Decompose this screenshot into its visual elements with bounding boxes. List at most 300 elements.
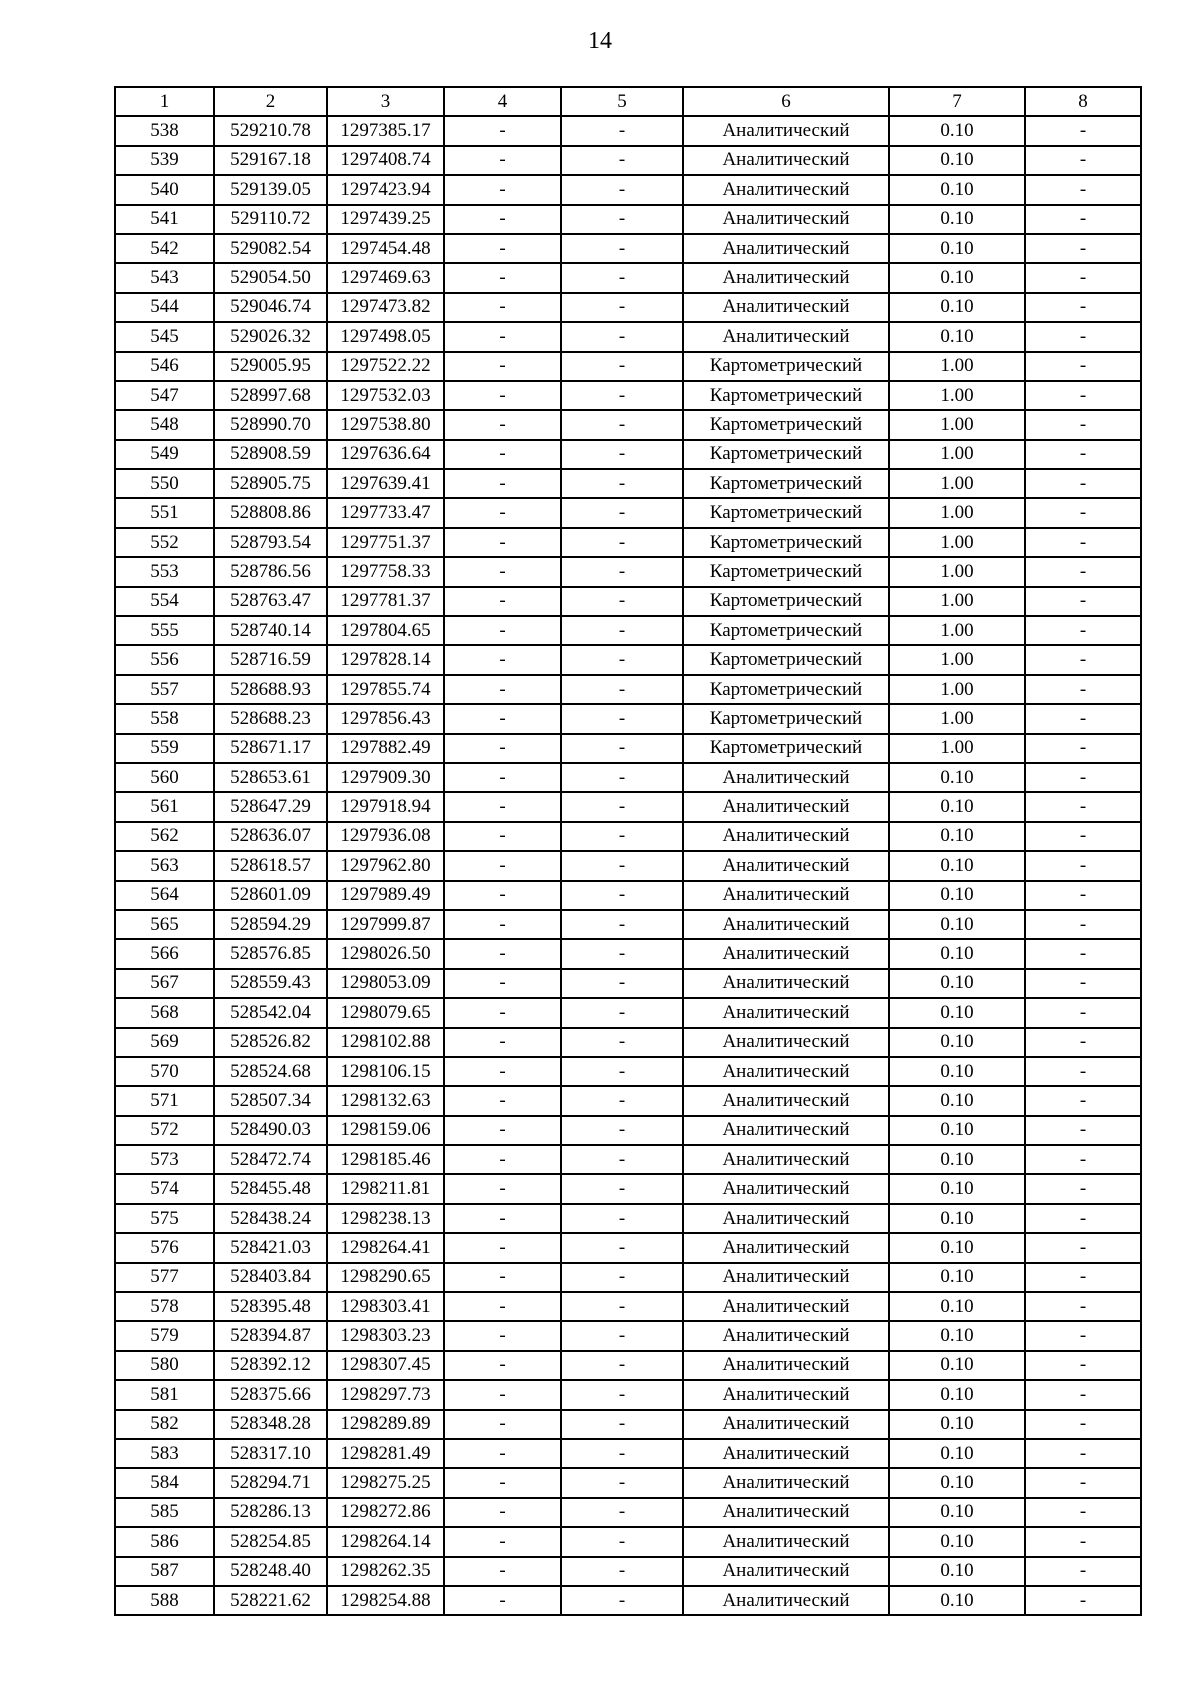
col5-cell: - (561, 205, 683, 234)
column-header: 2 (214, 87, 327, 116)
point-number-cell: 580 (115, 1351, 214, 1380)
col4-cell: - (444, 263, 561, 292)
point-number-cell: 538 (115, 116, 214, 145)
col4-cell: - (444, 1116, 561, 1145)
col5-cell: - (561, 322, 683, 351)
table-row (115, 116, 1141, 145)
col5-cell: - (561, 352, 683, 381)
method-cell: Картометрический (683, 587, 889, 616)
page-number: 14 (588, 28, 612, 54)
y-coordinate-cell: 1298281.49 (327, 1439, 444, 1468)
y-coordinate-cell: 1297781.37 (327, 587, 444, 616)
col5-cell: - (561, 1380, 683, 1409)
table-row (115, 1204, 1141, 1233)
table-body (115, 116, 1141, 1615)
col8-cell: - (1025, 616, 1141, 645)
x-coordinate-cell: 528618.57 (214, 851, 327, 880)
col4-cell: - (444, 851, 561, 880)
col8-cell: - (1025, 645, 1141, 674)
table-row (115, 998, 1141, 1027)
col8-cell: - (1025, 1292, 1141, 1321)
y-coordinate-cell: 1297473.82 (327, 293, 444, 322)
column-header: 3 (327, 87, 444, 116)
y-coordinate-cell: 1297855.74 (327, 675, 444, 704)
accuracy-cell: 1.00 (889, 410, 1025, 439)
col5-cell: - (561, 1468, 683, 1497)
table-row (115, 1174, 1141, 1203)
col5-cell: - (561, 1439, 683, 1468)
col8-cell: - (1025, 1233, 1141, 1262)
accuracy-cell: 0.10 (889, 1498, 1025, 1527)
col8-cell: - (1025, 1527, 1141, 1556)
y-coordinate-cell: 1297385.17 (327, 116, 444, 145)
col4-cell: - (444, 645, 561, 674)
x-coordinate-cell: 528997.68 (214, 381, 327, 410)
table-row (115, 881, 1141, 910)
col5-cell: - (561, 734, 683, 763)
point-number-cell: 571 (115, 1086, 214, 1115)
x-coordinate-cell: 528990.70 (214, 410, 327, 439)
table-row (115, 557, 1141, 586)
table-row (115, 352, 1141, 381)
table-row (115, 734, 1141, 763)
col8-cell: - (1025, 939, 1141, 968)
col5-cell: - (561, 1204, 683, 1233)
accuracy-cell: 0.10 (889, 969, 1025, 998)
x-coordinate-cell: 528688.23 (214, 704, 327, 733)
table-row (115, 1410, 1141, 1439)
accuracy-cell: 0.10 (889, 1204, 1025, 1233)
col5-cell: - (561, 969, 683, 998)
accuracy-cell: 0.10 (889, 1321, 1025, 1350)
y-coordinate-cell: 1298307.45 (327, 1351, 444, 1380)
x-coordinate-cell: 528808.86 (214, 498, 327, 527)
column-header: 7 (889, 87, 1025, 116)
col8-cell: - (1025, 1174, 1141, 1203)
table-row (115, 1527, 1141, 1556)
accuracy-cell: 1.00 (889, 734, 1025, 763)
accuracy-cell: 0.10 (889, 1116, 1025, 1145)
col4-cell: - (444, 910, 561, 939)
y-coordinate-cell: 1298297.73 (327, 1380, 444, 1409)
col8-cell: - (1025, 881, 1141, 910)
x-coordinate-cell: 528421.03 (214, 1233, 327, 1262)
method-cell: Картометрический (683, 675, 889, 704)
col5-cell: - (561, 645, 683, 674)
method-cell: Аналитический (683, 1498, 889, 1527)
table-row (115, 1557, 1141, 1586)
col8-cell: - (1025, 352, 1141, 381)
method-cell: Аналитический (683, 293, 889, 322)
table-row (115, 1116, 1141, 1145)
col5-cell: - (561, 910, 683, 939)
col8-cell: - (1025, 734, 1141, 763)
col4-cell: - (444, 116, 561, 145)
x-coordinate-cell: 528594.29 (214, 910, 327, 939)
y-coordinate-cell: 1297758.33 (327, 557, 444, 586)
point-number-cell: 573 (115, 1145, 214, 1174)
point-number-cell: 561 (115, 792, 214, 821)
table-row (115, 205, 1141, 234)
col5-cell: - (561, 939, 683, 968)
table-row (115, 792, 1141, 821)
accuracy-cell: 0.10 (889, 939, 1025, 968)
y-coordinate-cell: 1298303.41 (327, 1292, 444, 1321)
accuracy-cell: 1.00 (889, 352, 1025, 381)
col4-cell: - (444, 881, 561, 910)
col5-cell: - (561, 1057, 683, 1086)
y-coordinate-cell: 1297733.47 (327, 498, 444, 527)
col5-cell: - (561, 1527, 683, 1556)
method-cell: Аналитический (683, 1468, 889, 1497)
x-coordinate-cell: 529005.95 (214, 352, 327, 381)
y-coordinate-cell: 1297532.03 (327, 381, 444, 410)
x-coordinate-cell: 529139.05 (214, 175, 327, 204)
accuracy-cell: 0.10 (889, 1145, 1025, 1174)
y-coordinate-cell: 1298159.06 (327, 1116, 444, 1145)
col8-cell: - (1025, 469, 1141, 498)
col8-cell: - (1025, 1410, 1141, 1439)
x-coordinate-cell: 529110.72 (214, 205, 327, 234)
y-coordinate-cell: 1297639.41 (327, 469, 444, 498)
table-row (115, 322, 1141, 351)
method-cell: Картометрический (683, 410, 889, 439)
col8-cell: - (1025, 763, 1141, 792)
col8-cell: - (1025, 1263, 1141, 1292)
col4-cell: - (444, 410, 561, 439)
accuracy-cell: 0.10 (889, 1028, 1025, 1057)
method-cell: Аналитический (683, 881, 889, 910)
table-row (115, 587, 1141, 616)
col8-cell: - (1025, 528, 1141, 557)
col5-cell: - (561, 763, 683, 792)
x-coordinate-cell: 528542.04 (214, 998, 327, 1027)
method-cell: Аналитический (683, 1527, 889, 1556)
table-row (115, 1439, 1141, 1468)
point-number-cell: 549 (115, 440, 214, 469)
x-coordinate-cell: 528403.84 (214, 1263, 327, 1292)
table-row (115, 822, 1141, 851)
y-coordinate-cell: 1298102.88 (327, 1028, 444, 1057)
accuracy-cell: 0.10 (889, 910, 1025, 939)
x-coordinate-cell: 529054.50 (214, 263, 327, 292)
accuracy-cell: 1.00 (889, 557, 1025, 586)
col8-cell: - (1025, 998, 1141, 1027)
col4-cell: - (444, 1380, 561, 1409)
col8-cell: - (1025, 822, 1141, 851)
col5-cell: - (561, 469, 683, 498)
y-coordinate-cell: 1297522.22 (327, 352, 444, 381)
y-coordinate-cell: 1297408.74 (327, 146, 444, 175)
point-number-cell: 565 (115, 910, 214, 939)
table-row (115, 763, 1141, 792)
method-cell: Аналитический (683, 792, 889, 821)
method-cell: Картометрический (683, 498, 889, 527)
col8-cell: - (1025, 116, 1141, 145)
accuracy-cell: 0.10 (889, 1468, 1025, 1497)
y-coordinate-cell: 1297423.94 (327, 175, 444, 204)
table-row (115, 498, 1141, 527)
point-number-cell: 560 (115, 763, 214, 792)
x-coordinate-cell: 528716.59 (214, 645, 327, 674)
point-number-cell: 562 (115, 822, 214, 851)
y-coordinate-cell: 1298079.65 (327, 998, 444, 1027)
col4-cell: - (444, 1057, 561, 1086)
x-coordinate-cell: 528490.03 (214, 1116, 327, 1145)
accuracy-cell: 0.10 (889, 1086, 1025, 1115)
accuracy-cell: 1.00 (889, 528, 1025, 557)
x-coordinate-cell: 528763.47 (214, 587, 327, 616)
method-cell: Картометрический (683, 704, 889, 733)
col4-cell: - (444, 1292, 561, 1321)
y-coordinate-cell: 1297828.14 (327, 645, 444, 674)
col4-cell: - (444, 1527, 561, 1556)
method-cell: Аналитический (683, 998, 889, 1027)
col4-cell: - (444, 1086, 561, 1115)
accuracy-cell: 0.10 (889, 792, 1025, 821)
col8-cell: - (1025, 234, 1141, 263)
accuracy-cell: 0.10 (889, 1586, 1025, 1615)
col8-cell: - (1025, 1116, 1141, 1145)
col4-cell: - (444, 1557, 561, 1586)
y-coordinate-cell: 1298289.89 (327, 1410, 444, 1439)
col4-cell: - (444, 675, 561, 704)
y-coordinate-cell: 1298275.25 (327, 1468, 444, 1497)
x-coordinate-cell: 528653.61 (214, 763, 327, 792)
accuracy-cell: 0.10 (889, 1292, 1025, 1321)
accuracy-cell: 0.10 (889, 175, 1025, 204)
col4-cell: - (444, 146, 561, 175)
col4-cell: - (444, 939, 561, 968)
col8-cell: - (1025, 1557, 1141, 1586)
point-number-cell: 563 (115, 851, 214, 880)
col5-cell: - (561, 851, 683, 880)
x-coordinate-cell: 529082.54 (214, 234, 327, 263)
method-cell: Аналитический (683, 1116, 889, 1145)
accuracy-cell: 0.10 (889, 1233, 1025, 1262)
y-coordinate-cell: 1297882.49 (327, 734, 444, 763)
x-coordinate-cell: 528647.29 (214, 792, 327, 821)
point-number-cell: 569 (115, 1028, 214, 1057)
accuracy-cell: 0.10 (889, 1527, 1025, 1556)
method-cell: Картометрический (683, 528, 889, 557)
method-cell: Картометрический (683, 645, 889, 674)
accuracy-cell: 1.00 (889, 704, 1025, 733)
table-row (115, 1380, 1141, 1409)
method-cell: Аналитический (683, 969, 889, 998)
y-coordinate-cell: 1298254.88 (327, 1586, 444, 1615)
x-coordinate-cell: 528392.12 (214, 1351, 327, 1380)
point-number-cell: 555 (115, 616, 214, 645)
x-coordinate-cell: 528395.48 (214, 1292, 327, 1321)
table-row (115, 645, 1141, 674)
col4-cell: - (444, 528, 561, 557)
x-coordinate-cell: 528905.75 (214, 469, 327, 498)
col4-cell: - (444, 1410, 561, 1439)
col5-cell: - (561, 675, 683, 704)
y-coordinate-cell: 1298290.65 (327, 1263, 444, 1292)
accuracy-cell: 0.10 (889, 116, 1025, 145)
point-number-cell: 558 (115, 704, 214, 733)
x-coordinate-cell: 528908.59 (214, 440, 327, 469)
col5-cell: - (561, 557, 683, 586)
table-row (115, 293, 1141, 322)
point-number-cell: 587 (115, 1557, 214, 1586)
col8-cell: - (1025, 1439, 1141, 1468)
col5-cell: - (561, 528, 683, 557)
col8-cell: - (1025, 1028, 1141, 1057)
x-coordinate-cell: 528254.85 (214, 1527, 327, 1556)
col4-cell: - (444, 352, 561, 381)
x-coordinate-cell: 528524.68 (214, 1057, 327, 1086)
col4-cell: - (444, 498, 561, 527)
accuracy-cell: 1.00 (889, 675, 1025, 704)
accuracy-cell: 1.00 (889, 381, 1025, 410)
point-number-cell: 552 (115, 528, 214, 557)
col4-cell: - (444, 1174, 561, 1203)
method-cell: Картометрический (683, 381, 889, 410)
y-coordinate-cell: 1297636.64 (327, 440, 444, 469)
table-row (115, 1468, 1141, 1497)
col8-cell: - (1025, 1468, 1141, 1497)
col8-cell: - (1025, 587, 1141, 616)
method-cell: Аналитический (683, 1028, 889, 1057)
accuracy-cell: 0.10 (889, 263, 1025, 292)
accuracy-cell: 0.10 (889, 822, 1025, 851)
x-coordinate-cell: 528688.93 (214, 675, 327, 704)
method-cell: Аналитический (683, 1380, 889, 1409)
point-number-cell: 556 (115, 645, 214, 674)
y-coordinate-cell: 1298132.63 (327, 1086, 444, 1115)
y-coordinate-cell: 1297999.87 (327, 910, 444, 939)
col4-cell: - (444, 616, 561, 645)
col8-cell: - (1025, 1057, 1141, 1086)
point-number-cell: 585 (115, 1498, 214, 1527)
col8-cell: - (1025, 910, 1141, 939)
accuracy-cell: 0.10 (889, 146, 1025, 175)
col8-cell: - (1025, 146, 1141, 175)
x-coordinate-cell: 529046.74 (214, 293, 327, 322)
col5-cell: - (561, 1174, 683, 1203)
col8-cell: - (1025, 851, 1141, 880)
table-row (115, 910, 1141, 939)
method-cell: Аналитический (683, 1292, 889, 1321)
table-row (115, 234, 1141, 263)
col4-cell: - (444, 822, 561, 851)
col5-cell: - (561, 1292, 683, 1321)
accuracy-cell: 0.10 (889, 881, 1025, 910)
x-coordinate-cell: 528507.34 (214, 1086, 327, 1115)
y-coordinate-cell: 1298211.81 (327, 1174, 444, 1203)
y-coordinate-cell: 1298185.46 (327, 1145, 444, 1174)
col5-cell: - (561, 116, 683, 145)
col5-cell: - (561, 175, 683, 204)
table-row (115, 1351, 1141, 1380)
col5-cell: - (561, 1086, 683, 1115)
col8-cell: - (1025, 498, 1141, 527)
col8-cell: - (1025, 1351, 1141, 1380)
x-coordinate-cell: 528248.40 (214, 1557, 327, 1586)
col4-cell: - (444, 175, 561, 204)
method-cell: Аналитический (683, 1233, 889, 1262)
col4-cell: - (444, 469, 561, 498)
col5-cell: - (561, 1586, 683, 1615)
col5-cell: - (561, 1498, 683, 1527)
point-number-cell: 572 (115, 1116, 214, 1145)
x-coordinate-cell: 528438.24 (214, 1204, 327, 1233)
method-cell: Аналитический (683, 1351, 889, 1380)
col4-cell: - (444, 1468, 561, 1497)
point-number-cell: 586 (115, 1527, 214, 1556)
accuracy-cell: 0.10 (889, 1351, 1025, 1380)
col5-cell: - (561, 293, 683, 322)
accuracy-cell: 0.10 (889, 763, 1025, 792)
method-cell: Аналитический (683, 1057, 889, 1086)
col5-cell: - (561, 146, 683, 175)
table-row (115, 440, 1141, 469)
point-number-cell: 579 (115, 1321, 214, 1350)
table-row (115, 146, 1141, 175)
y-coordinate-cell: 1297538.80 (327, 410, 444, 439)
y-coordinate-cell: 1297469.63 (327, 263, 444, 292)
method-cell: Аналитический (683, 205, 889, 234)
col4-cell: - (444, 1321, 561, 1350)
accuracy-cell: 0.10 (889, 1174, 1025, 1203)
y-coordinate-cell: 1297498.05 (327, 322, 444, 351)
method-cell: Аналитический (683, 1145, 889, 1174)
x-coordinate-cell: 528786.56 (214, 557, 327, 586)
col4-cell: - (444, 322, 561, 351)
col4-cell: - (444, 1145, 561, 1174)
col4-cell: - (444, 557, 561, 586)
table-row (115, 175, 1141, 204)
col8-cell: - (1025, 381, 1141, 410)
column-header: 1 (115, 87, 214, 116)
method-cell: Аналитический (683, 822, 889, 851)
y-coordinate-cell: 1297751.37 (327, 528, 444, 557)
method-cell: Картометрический (683, 616, 889, 645)
point-number-cell: 547 (115, 381, 214, 410)
table-row (115, 1057, 1141, 1086)
col5-cell: - (561, 998, 683, 1027)
point-number-cell: 566 (115, 939, 214, 968)
y-coordinate-cell: 1298264.14 (327, 1527, 444, 1556)
col8-cell: - (1025, 675, 1141, 704)
table-row (115, 1498, 1141, 1527)
col4-cell: - (444, 381, 561, 410)
col4-cell: - (444, 998, 561, 1027)
point-number-cell: 564 (115, 881, 214, 910)
method-cell: Аналитический (683, 1086, 889, 1115)
point-number-cell: 578 (115, 1292, 214, 1321)
col8-cell: - (1025, 322, 1141, 351)
col8-cell: - (1025, 263, 1141, 292)
x-coordinate-cell: 528455.48 (214, 1174, 327, 1203)
table-row (115, 1233, 1141, 1262)
col5-cell: - (561, 881, 683, 910)
col8-cell: - (1025, 440, 1141, 469)
method-cell: Картометрический (683, 352, 889, 381)
col5-cell: - (561, 1145, 683, 1174)
accuracy-cell: 0.10 (889, 851, 1025, 880)
table-row (115, 469, 1141, 498)
method-cell: Аналитический (683, 1321, 889, 1350)
x-coordinate-cell: 528636.07 (214, 822, 327, 851)
col5-cell: - (561, 234, 683, 263)
table-row (115, 1263, 1141, 1292)
y-coordinate-cell: 1298053.09 (327, 969, 444, 998)
table-row (115, 675, 1141, 704)
